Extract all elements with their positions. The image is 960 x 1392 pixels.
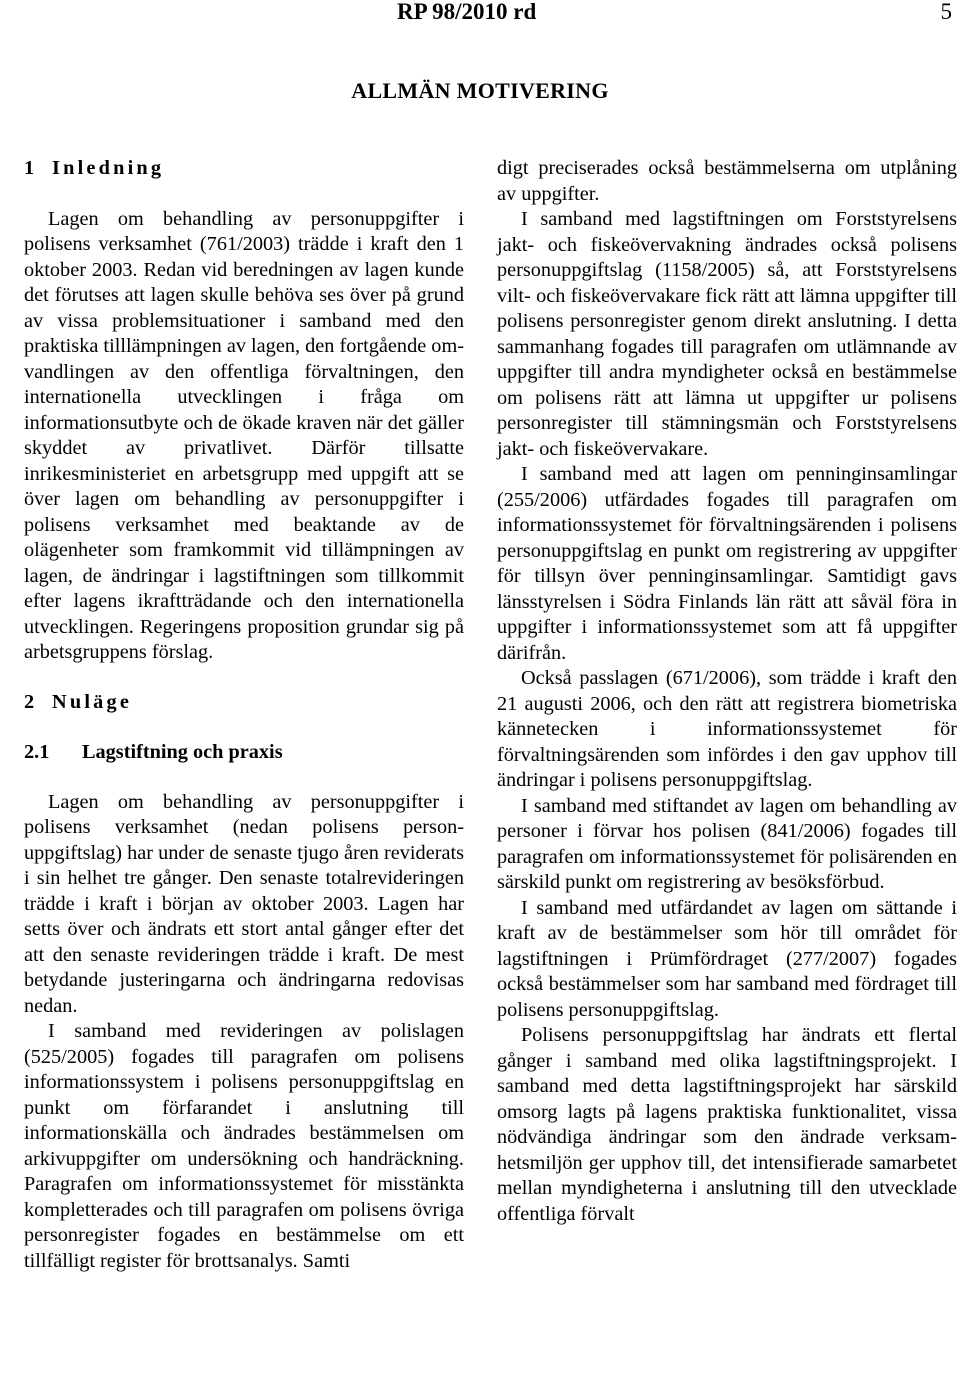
paragraph: I samband med stiftandet av lagen om behandling av personer i förvar hos polisen (841/2006) fogades till paragrafen om informationssystemet för polisärenden en särskild punkt om registrering av besöksförbud.: [497, 794, 957, 893]
paragraph: Också passlagen (671/2006), som trädde i kraft den 21 augusti 2006, och den rätt att registrera biometriska kännetecken i informationssystemet för förvaltningsärenden som infördes i den gav upphov till ändringar i polisens personuppgiftslag.: [497, 667, 957, 791]
heading-number: 2: [24, 690, 35, 713]
paragraph: I samband med revideringen av polislagen (525/2005) fogades till paragrafen om polisens informationssystem i polisens personuppgiftslag en punkt om förfarandet i anslutning till informationskälla och ändrades bestämmelsen om arkivuppgifter om undersökning och handräckning. Paragrafen om informationssystemet för misstänkta kompletterades och till paragrafen om polisens övriga personregister fogades en bestämmelse om ett tillfälligt register för brottsanalys. Samti: [24, 1020, 464, 1272]
paragraph: Lagen om behandling av personuppgifter i polisens verksamhet (nedan polisens personuppgiftslag) har under de senaste tjugo åren reviderats i sin helhet tre gånger. Den senaste totalrevideringen trädde i kraft i början av oktober 2003. Lagen har setts över och ändrats ett stort antal gånger efter det att den senaste revideringen trädde i kraft. De mest betydande justeringarna och ändringarna redovisas nedan.: [24, 790, 464, 1017]
heading-nulage: [24, 690, 464, 716]
paragraph: I samband med lagstiftningen om Forststyrelsens jakt- och fiskeövervakning ändrades också polisens personuppgiftslag (1158/2005) så, att Forststyrelsens vilt- och fiskeövervakare fick rätt att lämna uppgifter till polisens personregister genom direkt anslutning. I detta sammanhang fogades till paragrafen om utlämnande av uppgifter till andra myndigheter också en bestämmelse om polisens rätt att lämna ut uppgifter ur polisens personregister till stämningsmän och Forststyrelsens jakt- och fiskeövervakare.: [497, 208, 957, 460]
section-title: ALLMÄN MOTIVERING: [351, 78, 609, 103]
page-number: 5: [940, 0, 952, 24]
heading-number: 1: [24, 157, 35, 179]
paragraph: I samband med utfärdandet av lagen om sättande i kraft av de bestämmelser som hör till området för lagstiftningen i Prümfördraget (277/2007) fogades också bestämmelser som har samband med fördraget till polisens personuppgiftslag.: [497, 896, 957, 1021]
heading-number: 2.1: [24, 741, 50, 763]
paragraph: Polisens personuppgiftslag har ändrats ett flertal gånger i samband med olika lagstiftningsprojekt. I samband med detta lagstiftningsprojekt har särskild omsorg lagts på lagens praktiska funktionalitet, vissa nödvändiga ändringar som den ändrade verksamhetsmiljön ger upphov till, det intensifierade samarbetet mellan myndigheterna i anslutning till den utvecklade offentliga förvalt: [497, 1024, 957, 1225]
heading-lagstiftning-och-praxis: [24, 740, 464, 766]
paragraph: digt preciserades också bestämmelserna om utplåning av uppgifter.: [497, 157, 957, 205]
heading-inledning: [24, 156, 464, 182]
left-column: [24, 156, 464, 1274]
heading-title: Inledning: [52, 157, 165, 179]
page-header: [0, 0, 960, 30]
paragraph: Lagen om behandling av personuppgifter i polisens verksamhet (761/2003) trädde i kraft den 1 oktober 2003. Redan vid beredningen av lagen kunde det förutses att lagen skulle behöva ses över på grund av vissa problemsituationer i samband med den praktiska tilllämpningen av lagen, den fortgående omvandlingen av den offentliga förvaltningen, den internationella utvecklingen i fråga om informationsutbyte och de ökade kraven när det gäller skyddet av privatlivet. Därför tillsatte inrikesministeriet en arbetsgrupp med uppgift att se över lagen om behandling av personuppgifter i polisens verksamhet med beaktande av de olägenheter som framkommit vid tillämpningen av lagen, de ändringar i lagstiftningen som tillkommit efter lagens ikraftträdande och den internationella utvecklingen. Regeringens proposition grundar sig på arbetsgruppens förslag.: [24, 207, 464, 663]
heading-title: Lagstiftning och praxis: [82, 741, 283, 763]
right-column: [497, 156, 957, 1227]
paragraph: I samband med att lagen om penninginsamlingar (255/2006) utfärdades fogades till paragrafen om informationssystemet för förvaltningsärenden i polisens personuppgiftslag en punkt om registrering av uppgifter för tillsyn över penninginsamlingar. Samtidigt gavs länsstyrelsen i Södra Finlands län rätt att såväl föra in uppgifter i informationssystemet som att få uppgifter därifrån.: [497, 463, 957, 664]
heading-title: Nuläge: [52, 690, 133, 713]
document-reference: RP 98/2010 rd: [397, 0, 537, 24]
